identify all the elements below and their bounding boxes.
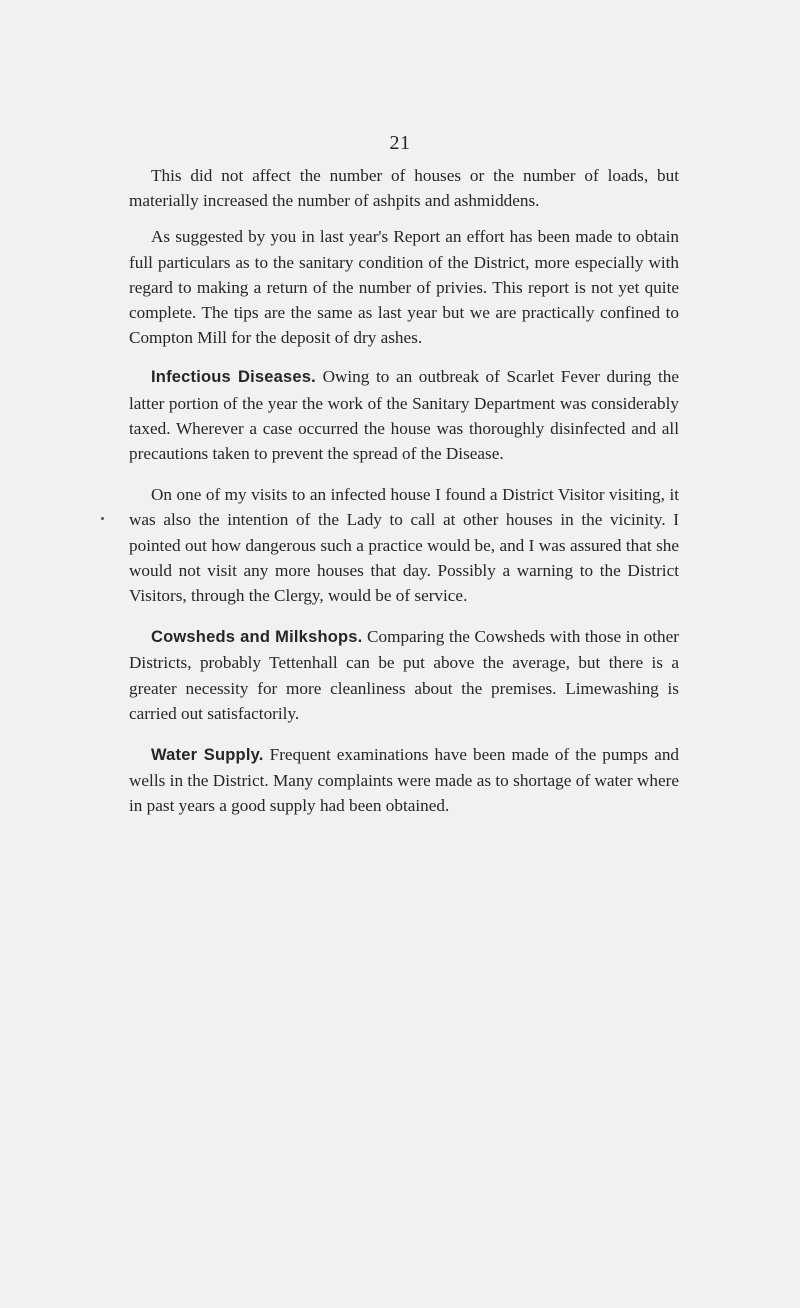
- page-body: [129, 163, 679, 819]
- section-heading: Cowsheds and Milkshops.: [151, 628, 363, 647]
- paragraph-sanitary-condition: [129, 224, 679, 350]
- paragraph-water-supply: [129, 742, 679, 819]
- paragraph-text: As suggested by you in last year's Report an effort has been made to obtain full particulars as to the sanitary condition of the District, more especially with regard to making a return of the number of privies. This report is not yet quite complete. The tips are the same as last year but we are practically confined to Compton Mill for the deposit of dry ashes.: [129, 227, 679, 348]
- margin-mark: [101, 517, 104, 520]
- paragraph-cowsheds: [129, 624, 679, 726]
- paragraph-text: Comparing the Cowsheds with those in other Districts, probably Tettenhall can be put above the average, but there is a greater necessity for more cleanliness about the premises. Limewashing is carried out satisfactorily.: [129, 627, 679, 723]
- paragraph-ashpits: [129, 163, 679, 213]
- paragraph-infectious-diseases: [129, 364, 679, 466]
- page-number: 21: [389, 132, 411, 154]
- section-heading: Water Supply.: [151, 746, 264, 765]
- paragraph-text: Owing to an outbreak of Scarlet Fever during the latter portion of the year the work of the Sanitary Department was considerably taxed. Wherever a case occurred the house was thoroughly disinfected and all precautions taken to prevent the spread of the Disease.: [129, 367, 679, 464]
- paragraph-district-visitor: [129, 482, 679, 608]
- section-heading: Infectious Diseases.: [151, 368, 316, 387]
- paragraph-text: Frequent examinations have been made of the pumps and wells in the District. Many complaints were made as to shortage of water where in past years a good supply had been obtained.: [129, 745, 680, 816]
- paragraph-text: On one of my visits to an infected house I found a District Visitor visiting, it was also the intention of the Lady to call at other houses in the vicinity. I pointed out how dangerous such a practice would be, and I was assured that she would not visit any more houses that day. Possibly a warning to the District Visitors, through the Clergy, would be of service.: [129, 485, 679, 606]
- paragraph-text: This did not affect the number of houses or the number of loads, but materially increased the number of ashpits and ashmiddens.: [129, 166, 679, 211]
